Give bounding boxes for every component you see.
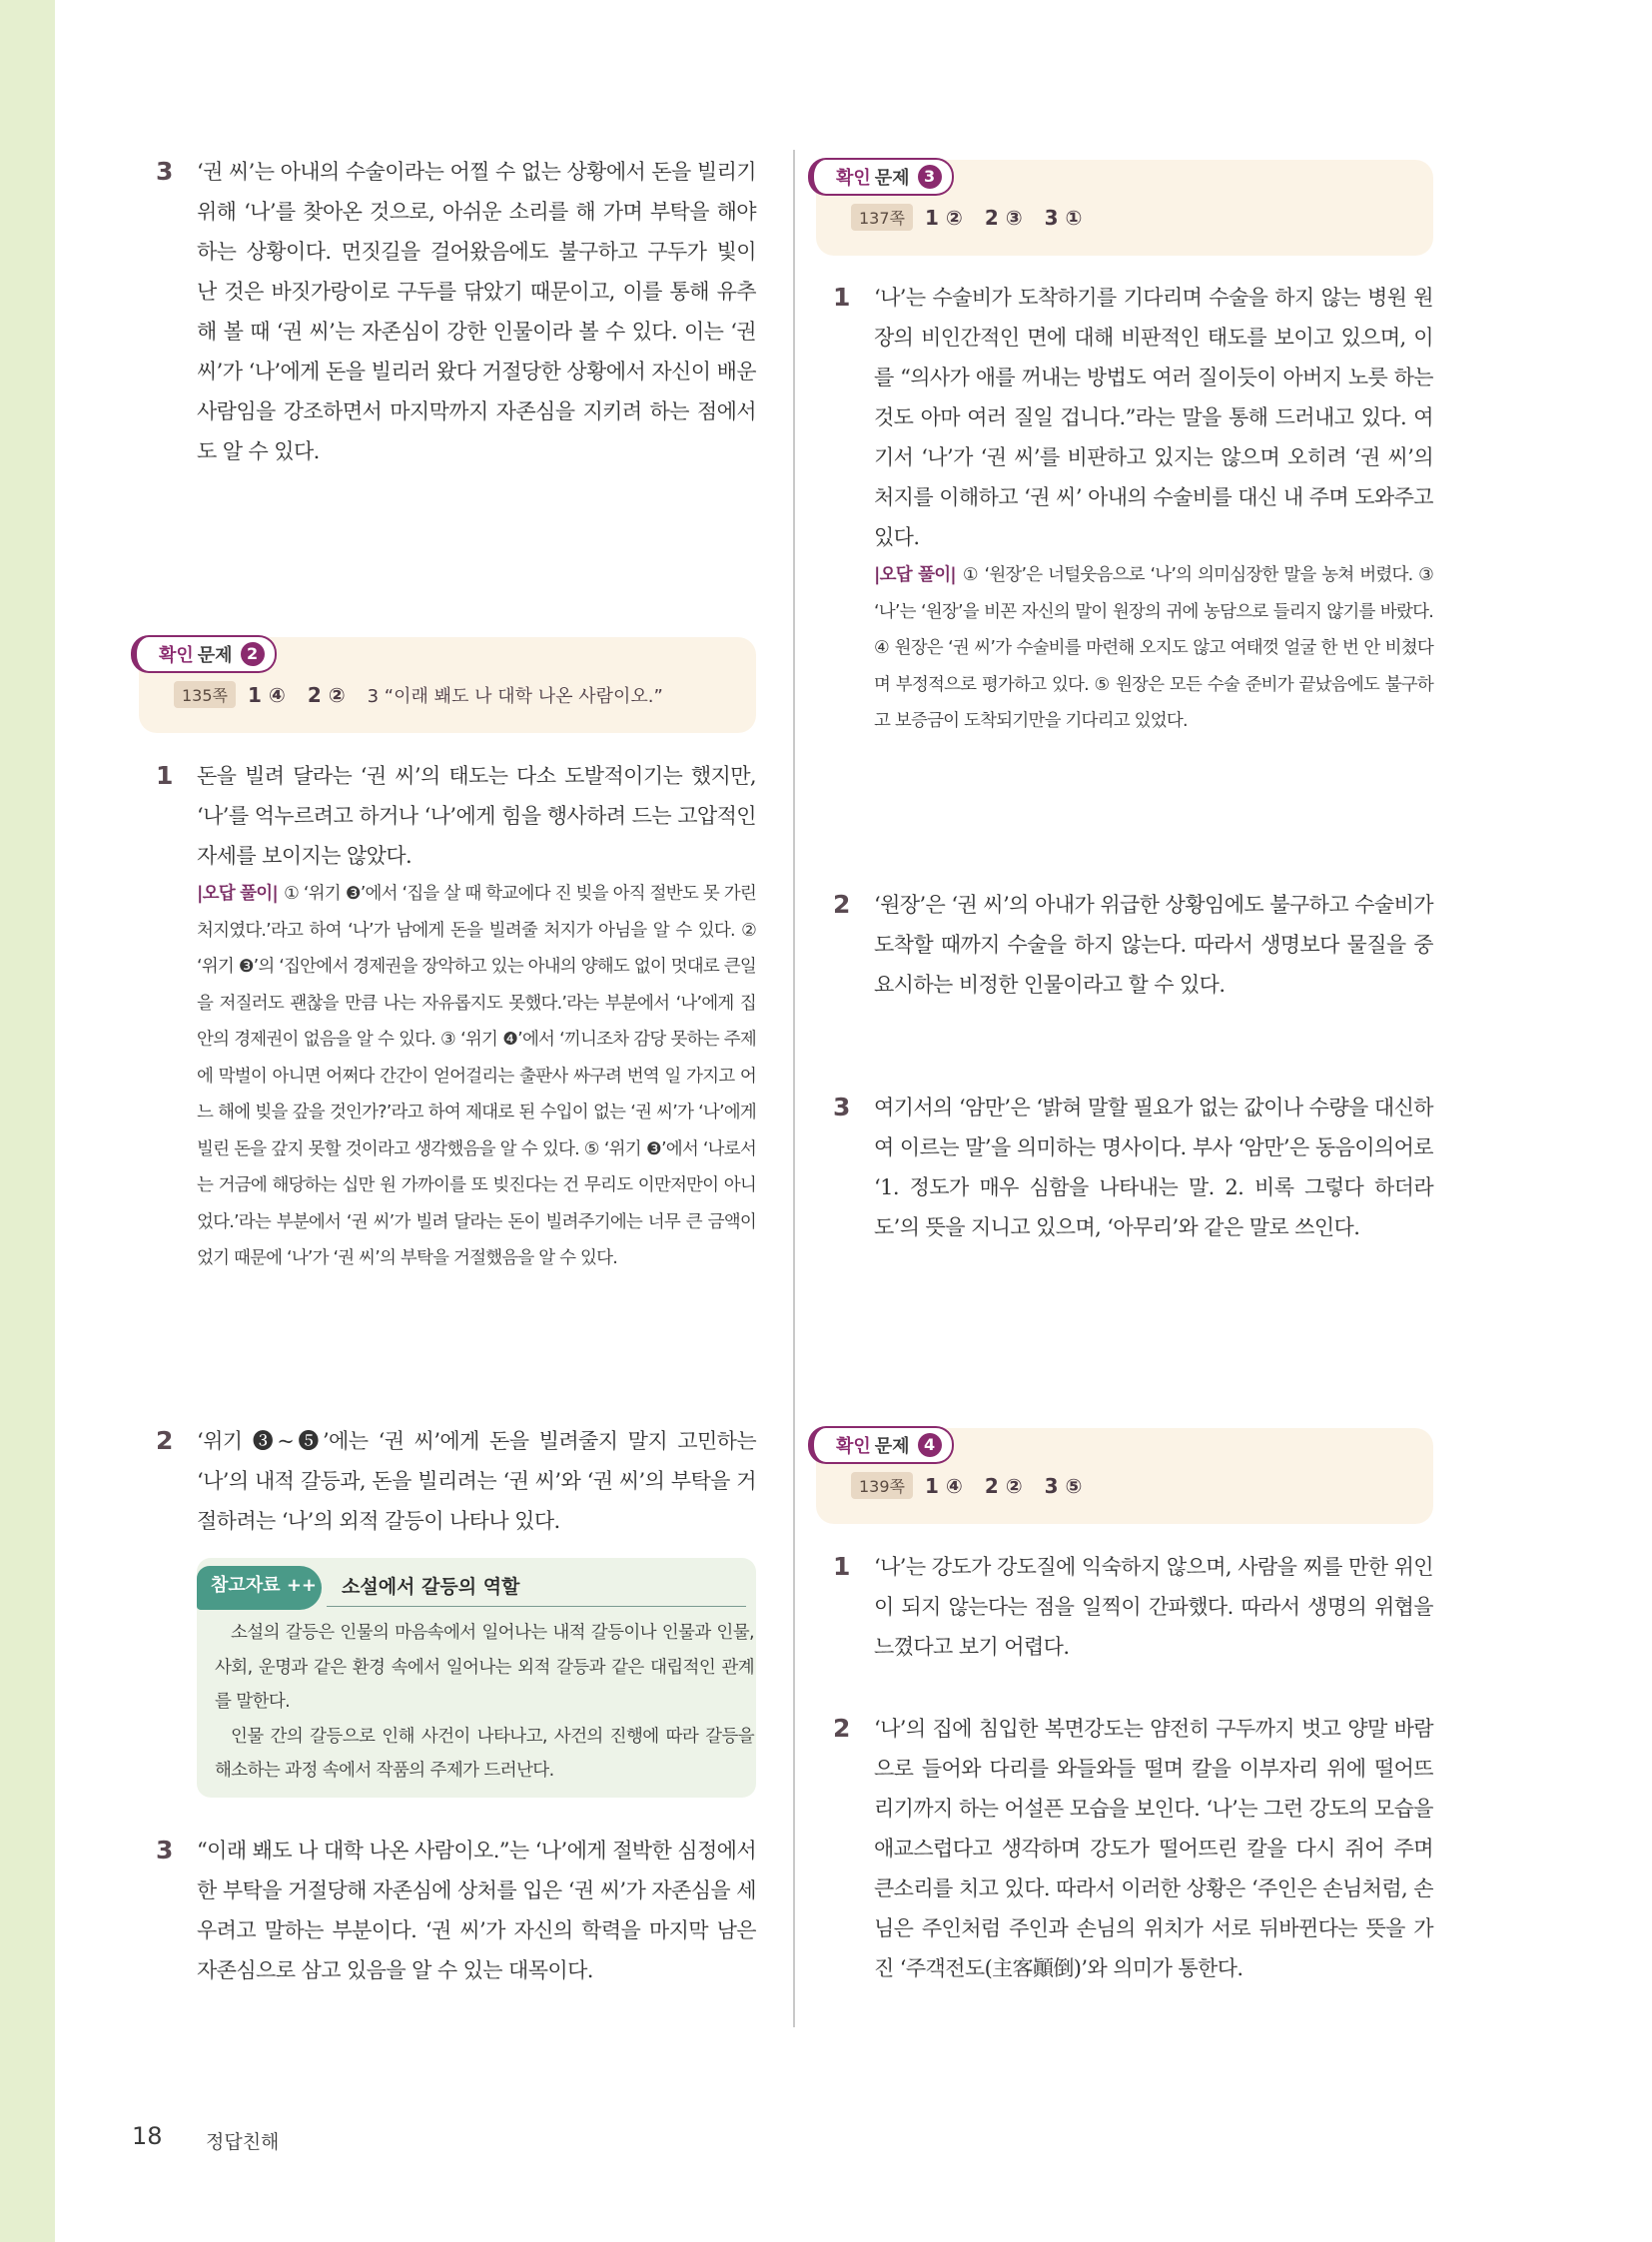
answer-item-3 xyxy=(157,1831,756,1990)
item-text: ‘나’의 집에 침입한 복면강도는 얌전히 구두까지 벗고 양말 바람으로 들어와 다리를 와들와들 떨며 칼을 이부자리 위에 떨어뜨리기까지 하는 어설픈 모습을 보인다. ‘나’는 그런 강도의 모습을 애교스럽다고 생각하며 강도가 떨어뜨린 칼을 다시 쥐어 주며 큰소리를 치고 있다. 따라서 이러한 상황은 ‘주인은 손님처럼, 손님은 주인처럼 주인과 손님의 위치가 서로 뒤바뀐다는 뜻을 가진 ‘주객전도(主客顚倒)’와 의미가 통한다. xyxy=(874,1717,1433,1980)
confirm-box-4 xyxy=(816,1428,1433,1524)
confirm-label: 확인 문제 3 xyxy=(808,158,954,196)
item-text: ‘나’는 강도가 강도질에 익숙하지 않으며, 사람을 찌를 만한 위인이 되지 않는다는 점을 일찍이 간파했다. 따라서 생명의 위협을 느꼈다고 보기 어렵다. xyxy=(874,1555,1433,1659)
item-text: 여기서의 ‘암만’은 ‘밝혀 말할 필요가 없는 값이나 수량을 대신하여 이르는 말’을 의미하는 명사이다. 부사 ‘암만’은 동음이의어로 ‘1. 정도가 매우 심함을 나타내는 말. 2. 비록 그렇다 하더라도’의 뜻을 지니고 있으며, ‘아무리’와 같은 말로 쓰인다. xyxy=(874,1096,1433,1239)
reference-body xyxy=(197,1616,754,1789)
wrong-answer-explanation xyxy=(197,876,756,1277)
reference-paragraph: 소설의 갈등은 인물의 마음속에서 일어나는 내적 갈등이나 인물과 인물, 사회, 운명과 같은 환경 속에서 일어나는 외적 갈등과 같은 대립적인 관계를 말한다. xyxy=(215,1623,754,1712)
confirm-box-3 xyxy=(816,160,1433,256)
explanation-text: ① ‘위기 ❸’에서 ‘집을 살 때 학교에다 진 빚을 아직 절반도 못 가린 처지였다.’라고 하여 ‘나’가 남에게 돈을 빌려줄 처지가 아님을 알 수 있다. ② ‘위기 ❸’의 ‘집안에서 경제권을 장악하고 있는 아내의 양해도 없이 멋대로 큰일을 저질러도 괜찮을 만큼 나는 자유롭지도 못했다.’라는 부분에서 ‘나’에게 집안의 경제권이 없음을 알 수 있다. ③ ‘위기 ❹’에서 ‘끼니조차 감당 못하는 주제에 막벌이 아니면 어쩌다 간간이 얻어걸리는 출판사 싸구려 번역 일 가지고 어느 해에 빚을 갚을 것인가?’라고 하여 제대로 된 수입이 없는 ‘권 씨’가 ‘나’에게 빌린 돈을 갚지 못할 것이라고 생각했음을 알 수 있다. ⑤ ‘위기 ❸’에서 ‘나로서는 거금에 해당하는 십만 원 가까이를 또 빚진다는 건 무리도 이만저만이 아니었다.’라는 부분에서 ‘권 씨’가 빌려 달라는 돈이 빌려주기에는 너무 큰 금액이었기 때문에 ‘나’가 ‘권 씨’의 부탁을 거절했음을 알 수 있다. xyxy=(197,884,756,1268)
item-text: ‘나’는 수술비가 도착하기를 기다리며 수술을 하지 않는 병원 원장의 비인간적인 면에 대해 비판적인 태도를 보이고 있으며, 이를 “의사가 애를 꺼내는 방법도 여러 질이듯이 아버지 노릇 하는 것도 아마 여러 질일 겁니다.”라는 말을 통해 드러내고 있다. 여기서 ‘나’가 ‘권 씨’를 비판하고 있지는 않으며 오히려 ‘권 씨’의 처지를 이해하고 ‘권 씨’ 아내의 수술비를 대신 내 주며 도와주고 있다. xyxy=(874,286,1433,549)
wrong-answer-tag: |오답 풀이| xyxy=(197,884,278,904)
item-text: 돈을 빌려 달라는 ‘권 씨’의 태도는 다소 도발적이기는 했지만, ‘나’를 억누르려고 하거나 ‘나’에게 힘을 행사하려 드는 고압적인 자세를 보이지는 않았다. xyxy=(197,764,756,868)
confirm-label: 확인 문제 4 xyxy=(808,1426,954,1464)
answer-item-1b xyxy=(834,1547,1433,1667)
reference-label: 참고자료 ++ xyxy=(197,1566,322,1610)
wrong-answer-tag: |오답 풀이| xyxy=(874,565,956,585)
confirm-answers xyxy=(174,681,685,708)
reference-paragraph: 인물 간의 갈등으로 인해 사건이 나타나고, 사건의 진행에 따라 갈등을 해소하는 과정 속에서 작품의 주제가 드러난다. xyxy=(215,1726,754,1781)
answer: 3 ① xyxy=(1044,205,1083,230)
item-number: 2 xyxy=(156,1426,174,1455)
page-number: 18 xyxy=(132,2122,163,2150)
item-text: ‘권 씨’는 아내의 수술이라는 어찔 수 없는 상황에서 돈을 빌리기 위해 ‘나’를 찾아온 것으로, 아쉬운 소리를 해 가며 부탁을 해야 하는 상황이다. 먼짓길을 걸어왔음에도 불구하고 구두가 빛이 난 것은 바짓가랑이로 구두를 닦았기 때문이고, 이를 통해 유추해 볼 때 ‘권 씨’는 자존심이 강한 인물이라 볼 수 있다. 이는 ‘권 씨’가 ‘나’에게 돈을 빌리러 왔다 거절당한 상황에서 자신이 배운 사람임을 강조하면서 마지막까지 자존심을 지키려 하는 점에서도 알 수 있다. xyxy=(197,160,756,463)
answer-item-3 xyxy=(834,1088,1433,1247)
reference-box xyxy=(197,1558,756,1798)
item-number: 3 xyxy=(156,1836,174,1865)
answer-item-2b xyxy=(834,1709,1433,1988)
confirm-box-2 xyxy=(139,637,756,733)
confirm-answers xyxy=(851,204,1104,231)
answer-item-1 xyxy=(157,756,756,1277)
item-text: ‘위기 ❸~❺’에는 ‘권 씨’에게 돈을 빌려줄지 말지 고민하는 ‘나’의 내적 갈등과, 돈을 빌리려는 ‘권 씨’와 ‘권 씨’의 부탁을 거절하려는 ‘나’의 외적 갈등이 나타나 있다. xyxy=(197,1429,756,1533)
answer: 1 ④ xyxy=(925,1473,963,1498)
confirm-number-badge: 4 xyxy=(918,1433,942,1457)
page-ref-badge: 135쪽 xyxy=(174,681,236,708)
reference-title: 소설에서 갈등의 역할 xyxy=(342,1576,520,1598)
item-number: 1 xyxy=(833,1552,851,1581)
item-text: “이래 봬도 나 대학 나온 사람이오.”는 ‘나’에게 절박한 심정에서 한 부탁을 거절당해 자존심에 상처를 입은 ‘권 씨’가 자존심을 세우려고 말하는 부분이다. ‘권 씨’가 자신의 학력을 마지막 남은 자존심으로 삼고 있음을 알 수 있는 대목이다. xyxy=(197,1839,756,1982)
item-number: 3 xyxy=(833,1093,851,1121)
answer: 1 ④ xyxy=(248,682,286,707)
item-number: 1 xyxy=(833,283,851,312)
side-color-strip xyxy=(0,0,55,2242)
confirm-label: 확인 문제 2 xyxy=(131,635,277,673)
answer-item-2 xyxy=(834,885,1433,1005)
item-text: ‘원장’은 ‘권 씨’의 아내가 위급한 상황임에도 불구하고 수술비가 도착할 때까지 수술을 하지 않는다. 따라서 생명보다 물질을 중요시하는 비정한 인물이라고 할 수 있다. xyxy=(874,893,1433,997)
confirm-number-badge: 2 xyxy=(241,642,265,666)
item-number: 1 xyxy=(156,761,174,790)
answer-item-2 xyxy=(157,1421,756,1541)
item-number: 2 xyxy=(833,1714,851,1743)
page-ref-badge: 139쪽 xyxy=(851,1472,913,1499)
reference-underline xyxy=(327,1606,746,1607)
item-number: 3 xyxy=(156,157,174,186)
item-number: 2 xyxy=(833,890,851,919)
answer-item-1 xyxy=(834,278,1433,740)
confirm-answers xyxy=(851,1472,1104,1499)
answer: 1 ② xyxy=(925,205,963,230)
confirm-number-badge: 3 xyxy=(918,165,942,189)
answer: 2 ② xyxy=(307,682,346,707)
explanation-text: ① ‘원장’은 너털웃음으로 ‘나’의 의미심장한 말을 농쳐 버렸다. ③ ‘나’는 ‘원장’을 비꼰 자신의 말이 원장의 귀에 농담으로 들리지 않기를 바랐다. ④ 원장은 ‘권 씨’가 수술비를 마련해 오지도 않고 여태껏 얼굴 한 번 안 비쳤다며 부정적으로 평가하고 있다. ⑤ 원장은 모든 수술 준비가 끝났음에도 불구하고 보증금이 도착되기만을 기다리고 있었다. xyxy=(874,565,1433,731)
page-ref-badge: 137쪽 xyxy=(851,204,913,231)
answer-item-3-top xyxy=(157,152,756,471)
column-divider xyxy=(793,150,795,2027)
footer-title: 정답친해 xyxy=(206,2131,280,2153)
answer: 2 ③ xyxy=(984,205,1023,230)
answer: 3 ⑤ xyxy=(1044,1473,1083,1498)
answer: 2 ② xyxy=(984,1473,1023,1498)
answer: 3 “이래 봬도 나 대학 나온 사람이오.” xyxy=(367,685,663,707)
wrong-answer-explanation xyxy=(874,557,1433,740)
